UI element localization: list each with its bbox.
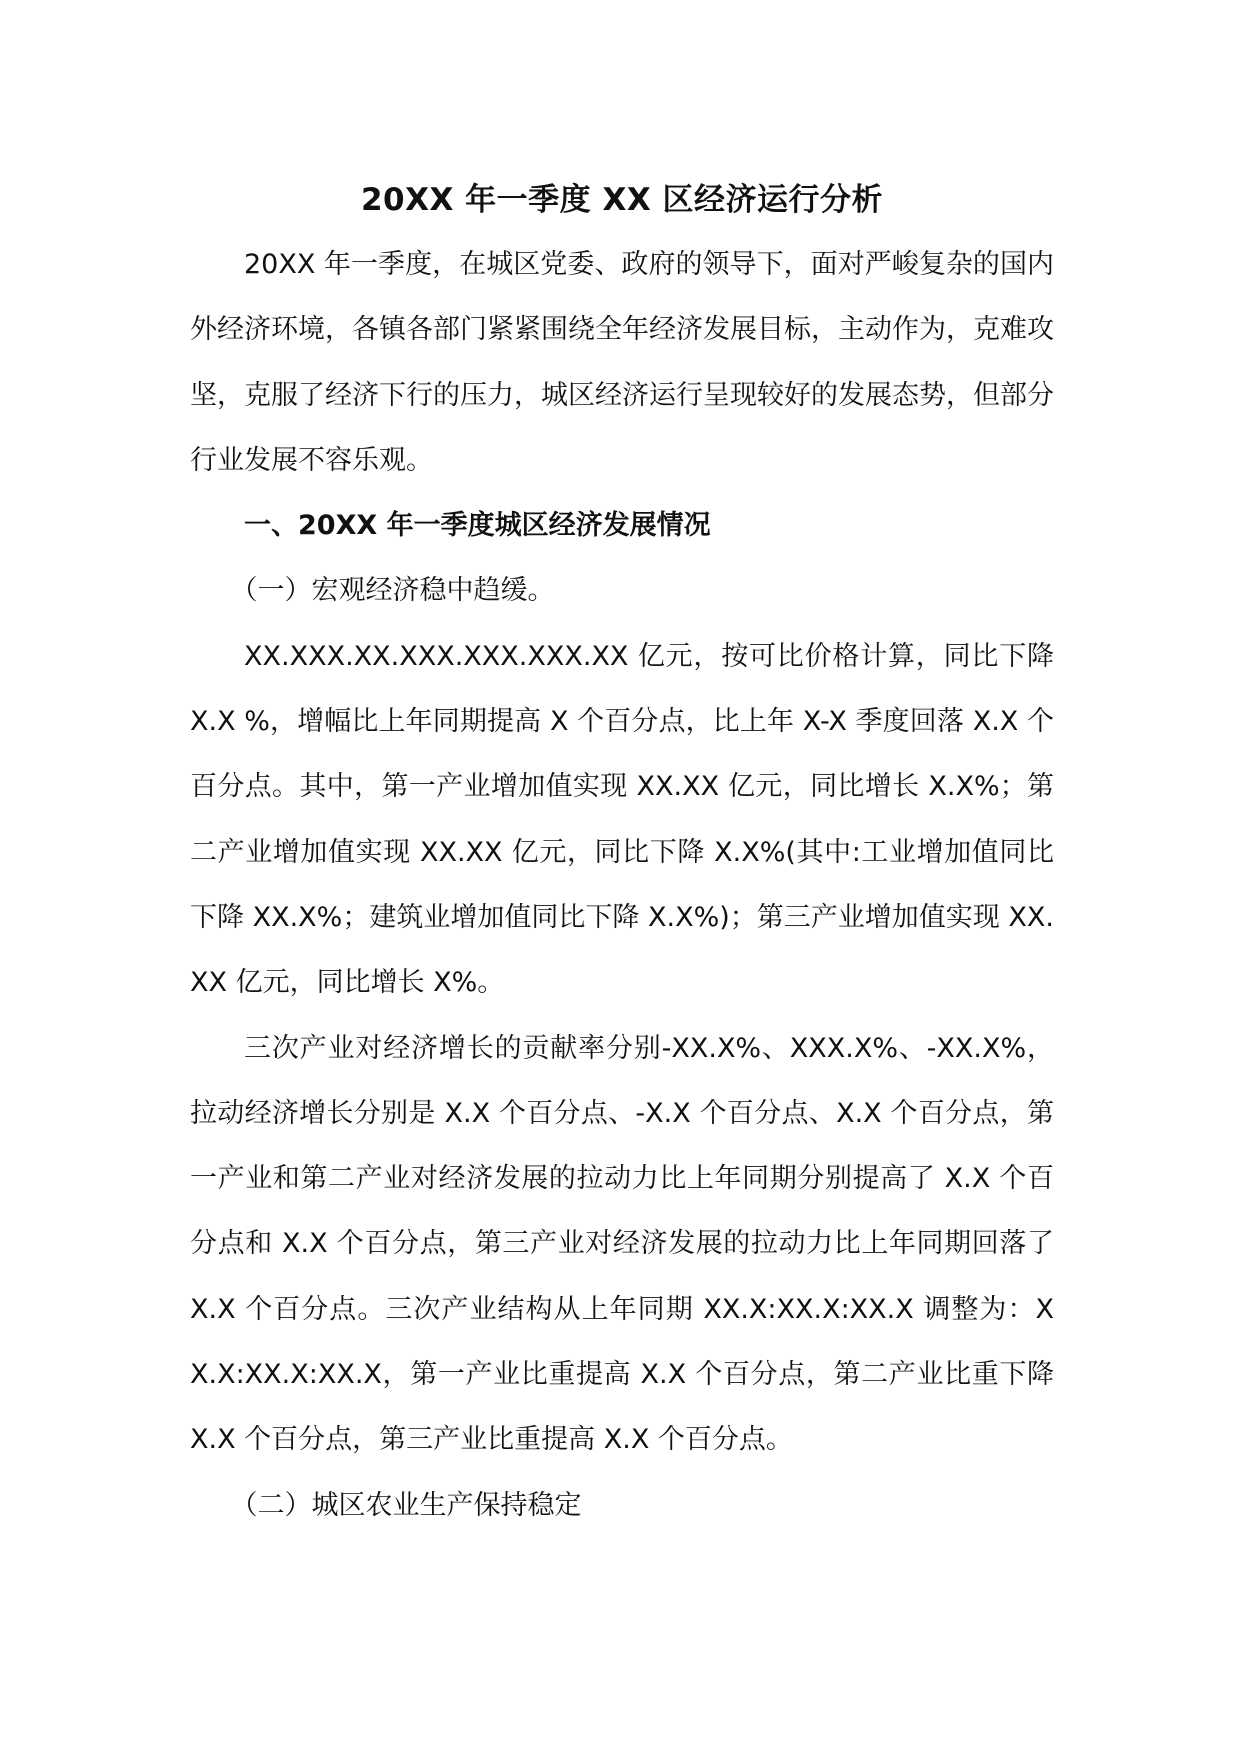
subsection-heading-1: （一）宏观经济稳中趋缓。 (230, 575, 555, 607)
intro-paragraph: 20XX 年一季度，在城区党委、政府的领导下，面对严峻复杂的国内外经济环境，各镇各部门紧紧围绕全年经济发展目标，主动作为，克难攻坚，克服了经济下行的压力，城区经济运行呈现较好的发展态势，但部分行业发展不容乐观。 (190, 249, 1054, 476)
body-paragraph-gdp: XX.XXX.XX.XXX.XXX.XXX.XX 亿元，按可比价格计算，同比下降 X.X %，增幅比上年同期提高 X 个百分点，比上年 X-X 季度回落 X.X 个百分点。其中，第一产业增加值实现 XX.XX 亿元，同比增长 X.X%；第二产业增加值实现 XX.XX 亿元，同比下降 X.X%(其中:工业增加值同比下降 XX.X%；建筑业增加值同比下降 X.X%)；第三产业增加值实现 XX.XX 亿元，同比增长 X%。 (190, 640, 1054, 999)
section-heading-1: 一、20XX 年一季度城区经济发展情况 (244, 510, 711, 542)
document-body (190, 170, 1054, 1538)
subsection-heading-2: （二）城区农业生产保持稳定 (230, 1489, 582, 1521)
document-title: 20XX 年一季度 XX 区经济运行分析 (360, 182, 884, 218)
body-paragraph-structure: 三次产业对经济增长的贡献率分别-XX.X%、XXX.X%、-XX.X%，拉动经济增长分别是 X.X 个百分点、-X.X 个百分点、X.X 个百分点，第一产业和第二产业对经济发展的拉动力比上年同期分别提高了 X.X 个百分点和 X.X 个百分点，第三产业对经济发展的拉动力比上年同期回落了 X.X 个百分点。三次产业结构从上年同期 XX.X:XX.X:XX.X 调整为：XX.X:XX.X:XX.X，第一产业比重提高 X.X 个百分点，第二产业比重下降 X.X 个百分点，第三产业比重提高 X.X 个百分点。 (190, 1032, 1054, 1456)
